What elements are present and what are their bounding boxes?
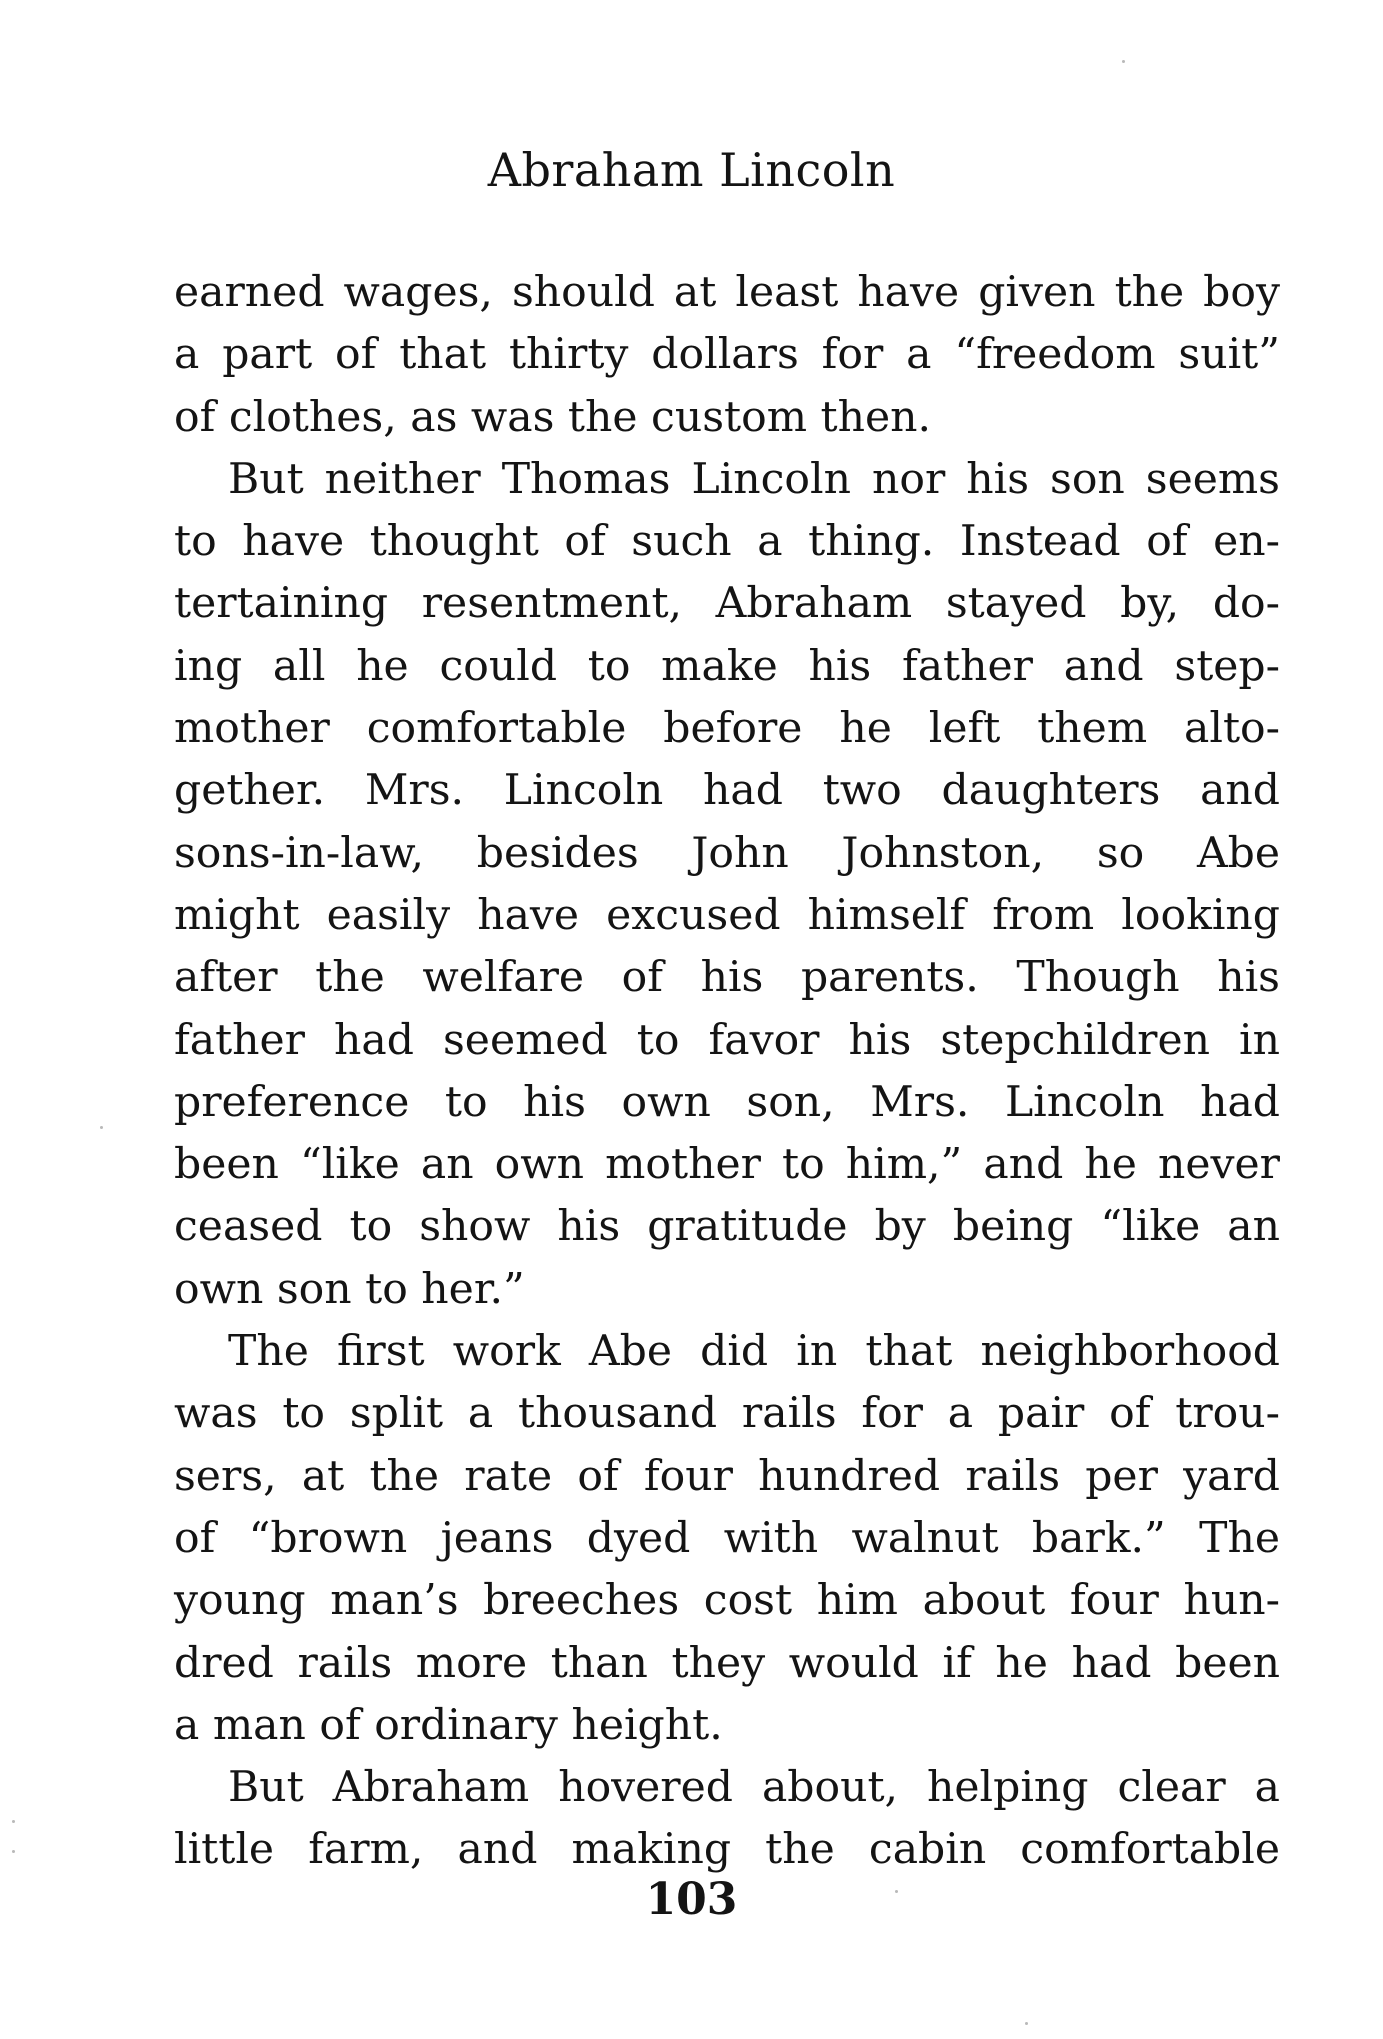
text-line: of “brown jeans dyed with walnut bark.” The	[174, 1513, 1280, 1563]
paragraph-4	[174, 1757, 1280, 1882]
scan-speck	[895, 1890, 898, 1893]
text-line: But neither Thomas Lincoln nor his son seems	[228, 454, 1280, 504]
text-line: tertaining resentment, Abraham stayed by, do-	[174, 579, 1280, 629]
text-line: might easily have excused himself from looking	[174, 890, 1280, 940]
scan-speck	[1025, 2022, 1028, 2025]
running-head: Abraham Lincoln	[487, 143, 896, 197]
page-number: 103	[645, 1874, 738, 1925]
text-line: young man’s breeches cost him about four hun-	[174, 1576, 1280, 1626]
body-text	[174, 262, 1280, 1882]
text-line: The first work Abe did in that neighborhood	[228, 1327, 1280, 1377]
text-line: dred rails more than they would if he had been	[174, 1638, 1280, 1688]
scan-speck	[100, 1126, 103, 1129]
text-line: preference to his own son, Mrs. Lincoln had	[174, 1077, 1280, 1127]
paragraph-1	[174, 262, 1280, 449]
text-line: was to split a thousand rails for a pair of trou-	[174, 1389, 1280, 1439]
paragraph-3	[174, 1321, 1280, 1757]
text-line: sons-in-law, besides John Johnston, so Abe	[174, 828, 1280, 878]
text-line: mother comfortable before he left them alto-	[174, 704, 1280, 754]
scan-speck	[1122, 60, 1125, 63]
text-line: earned wages, should at least have given the boy	[174, 268, 1280, 317]
paragraph-2	[174, 449, 1280, 1321]
text-line: father had seemed to favor his stepchildren in	[174, 1015, 1280, 1065]
text-line: to have thought of such a thing. Instead of en-	[174, 517, 1280, 567]
text-line: ceased to show his gratitude by being “like an	[174, 1202, 1280, 1252]
text-line: after the welfare of his parents. Though his	[174, 953, 1280, 1003]
text-line: ing all he could to make his father and step-	[174, 641, 1280, 691]
text-line: But Abraham hovered about, helping clear a	[228, 1763, 1280, 1813]
text-line: of clothes, as was the custom then.	[174, 392, 931, 442]
text-line: little farm, and making the cabin comfortable	[174, 1825, 1280, 1875]
text-line: a man of ordinary height.	[174, 1700, 723, 1750]
text-line: sers, at the rate of four hundred rails per yard	[174, 1451, 1280, 1501]
text-line: gether. Mrs. Lincoln had two daughters and	[174, 766, 1280, 816]
text-line: own son to her.”	[174, 1264, 525, 1314]
text-line: a part of that thirty dollars for a “freedom suit”	[174, 330, 1280, 380]
text-line: been “like an own mother to him,” and he never	[174, 1140, 1280, 1190]
scan-speck	[12, 1850, 15, 1853]
scan-speck	[12, 1820, 15, 1823]
